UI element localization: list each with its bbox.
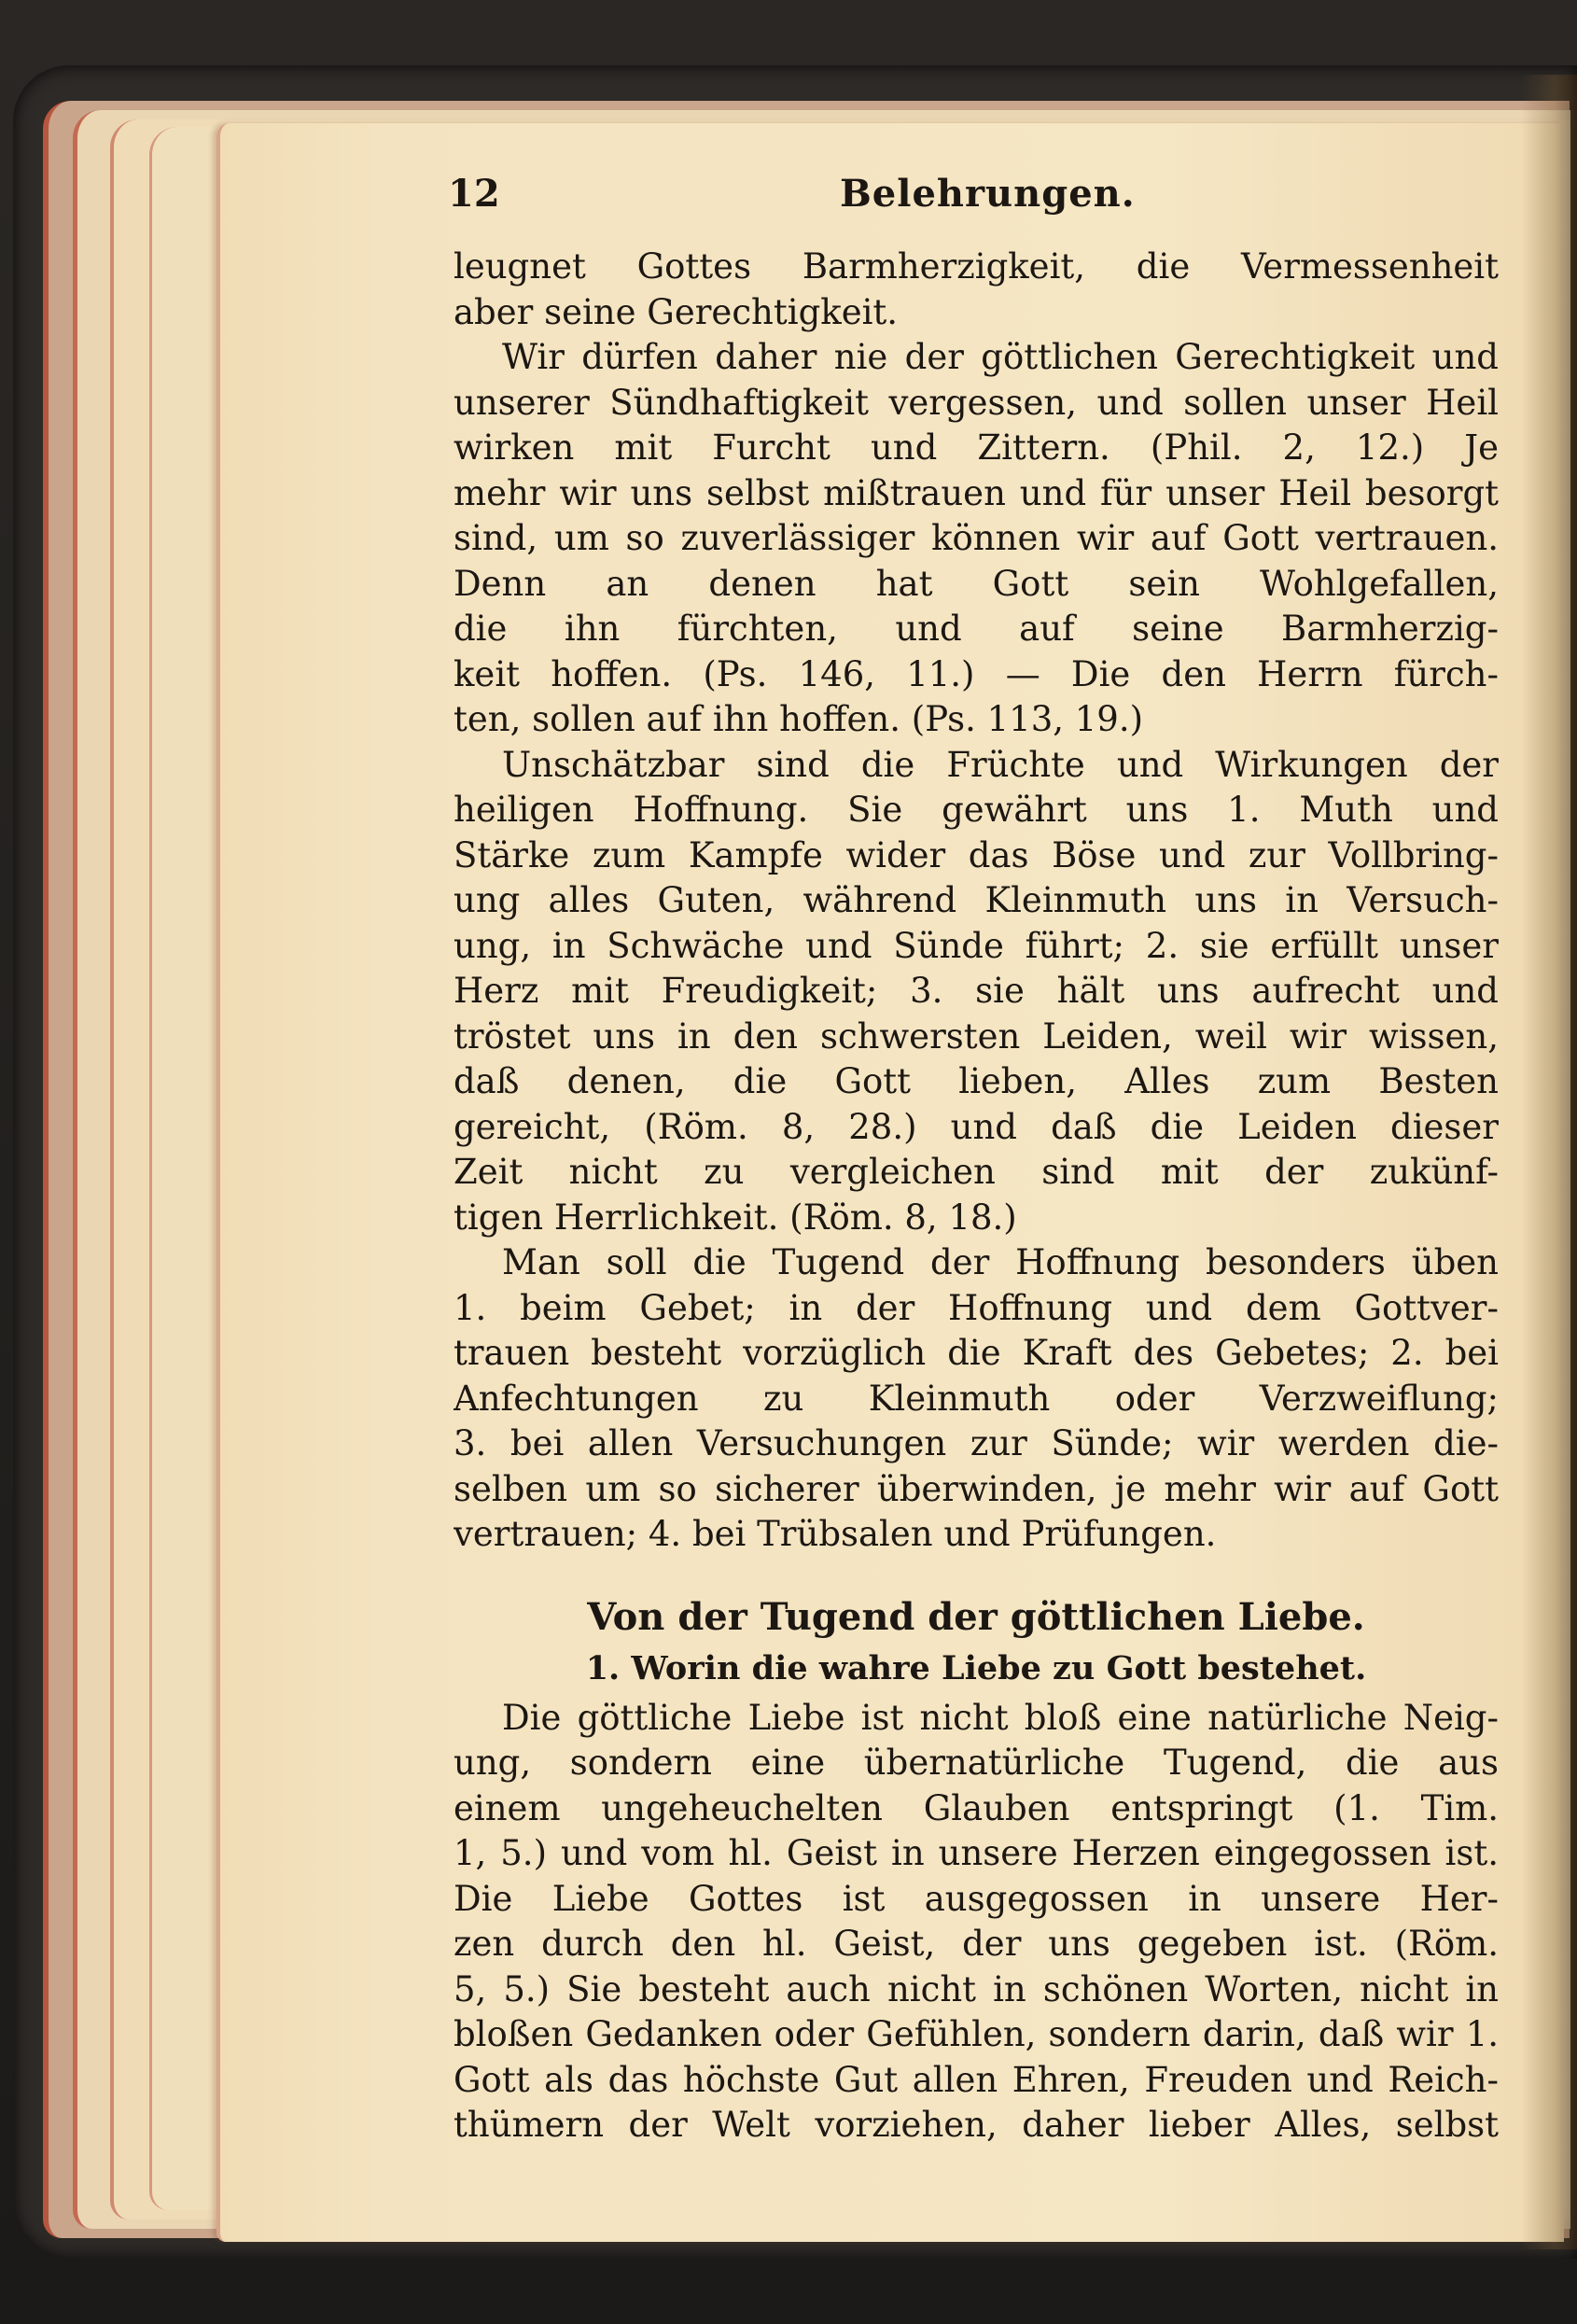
text-line: 1, 5.) und vom hl. Geist in unsere Herzen eingegossen ist. (454, 1833, 1499, 1873)
text-line: Stärke zum Kampfe wider das Böse und zur Vollbring- (454, 834, 1499, 875)
text-line: Zeit nicht zu vergleichen sind mit der zukünf- (454, 1152, 1499, 1192)
text-line: keit hoffen. (Ps. 146, 11.) — Die den Herrn fürch- (454, 653, 1499, 694)
text-line: Unschätzbar sind die Früchte und Wirkungen der (502, 744, 1499, 785)
text-line: trauen besteht vorzüglich die Kraft des Gebetes; 2. bei (454, 1333, 1499, 1373)
text-line: ung, sondern eine übernatürliche Tugend, die aus (454, 1743, 1499, 1783)
text-line: mehr wir uns selbst mißtrauen und für unser Heil besorgt (454, 472, 1499, 513)
text-line: die ihn fürchten, und auf seine Barmherzig- (454, 609, 1499, 649)
text-line: ung alles Guten, während Kleinmuth uns in Versuch- (454, 880, 1499, 920)
text-line: gereicht, (Röm. 8, 28.) und daß die Leiden dieser (454, 1106, 1499, 1147)
text-line: Denn an denen hat Gott sein Wohlgefallen, (454, 563, 1499, 604)
text-line: einem ungeheuchelten Glauben entspringt (1. Tim. (454, 1787, 1499, 1828)
paragraph (454, 1696, 1499, 2149)
text-line: leugnet Gottes Barmherzigkeit, die Vermessenheit (454, 246, 1499, 287)
page-body (454, 245, 1499, 2149)
book-gutter-shadow (1521, 75, 1577, 2249)
text-line: vertrauen; 4. bei Trübsalen und Prüfungen. (454, 1514, 1217, 1554)
page-header (448, 172, 1512, 228)
text-line: bloßen Gedanken oder Gefühlen, sondern darin, daß wir 1. (454, 2014, 1499, 2054)
paragraph (454, 743, 1499, 1241)
running-head: Belehrungen. (840, 172, 1136, 216)
page-number: 12 (448, 172, 500, 216)
text-line: zen durch den hl. Geist, der uns gegeben ist. (Röm. (454, 1924, 1499, 1964)
text-line: Gott als das höchste Gut allen Ehren, Freuden und Reich- (454, 2059, 1499, 2100)
text-line: ten, sollen auf ihn hoffen. (Ps. 113, 19.) (454, 699, 1144, 739)
paragraph (454, 245, 1499, 335)
text-line: tröstet uns in den schwersten Leiden, weil wir wissen, (454, 1015, 1499, 1057)
text-line: daß denen, die Gott lieben, Alles zum Besten (454, 1061, 1499, 1101)
text-line: ung, in Schwäche und Sünde führt; 2. sie erfüllt unser (454, 925, 1499, 966)
text-line: tigen Herrlichkeit. (Röm. 8, 18.) (454, 1197, 1017, 1238)
text-line: selben um so sicherer überwinden, je mehr wir auf Gott (454, 1468, 1499, 1509)
paragraph (454, 1240, 1499, 1558)
text-line: wirken mit Furcht und Zittern. (Phil. 2, 12.) Je (454, 427, 1499, 468)
section-title: Von der Tugend der göttlichen Liebe. (587, 1594, 1365, 1639)
text-line: Man soll die Tugend der Hoffnung besonders üben (502, 1242, 1499, 1282)
text-line: aber seine Gerechtigkeit. (454, 291, 899, 332)
text-line: unserer Sündhaftigkeit vergessen, und sollen unser Heil (454, 382, 1499, 423)
text-line: Wir dürfen daher nie der göttlichen Gerechtigkeit und (502, 337, 1499, 377)
text-line: thümern der Welt vorziehen, daher lieber Alles, selbst (454, 2105, 1499, 2145)
text-line: heiligen Hoffnung. Sie gewährt uns 1. Muth und (454, 790, 1499, 830)
text-line: Herz mit Freudigkeit; 3. sie hält uns aufrecht und (454, 971, 1499, 1011)
text-line: 5, 5.) Sie besteht auch nicht in schönen Worten, nicht in (454, 1968, 1499, 2009)
paragraph (454, 335, 1499, 743)
text-line: Anfechtungen zu Kleinmuth oder Verzweiflung; (454, 1378, 1499, 1419)
text-line: 3. bei allen Versuchungen zur Sünde; wir werden die- (454, 1423, 1499, 1463)
text-line: sind, um so zuverlässiger können wir auf Gott vertrauen. (454, 518, 1499, 558)
text-line: Die göttliche Liebe ist nicht bloß eine natürliche Neig- (502, 1697, 1499, 1738)
text-line: Die Liebe Gottes ist ausgegossen in unsere Her- (454, 1878, 1499, 1919)
text-line: 1. beim Gebet; in der Hoffnung und dem Gottver- (454, 1287, 1499, 1328)
subsection-title: 1. Worin die wahre Liebe zu Gott bestehet. (585, 1648, 1367, 1687)
